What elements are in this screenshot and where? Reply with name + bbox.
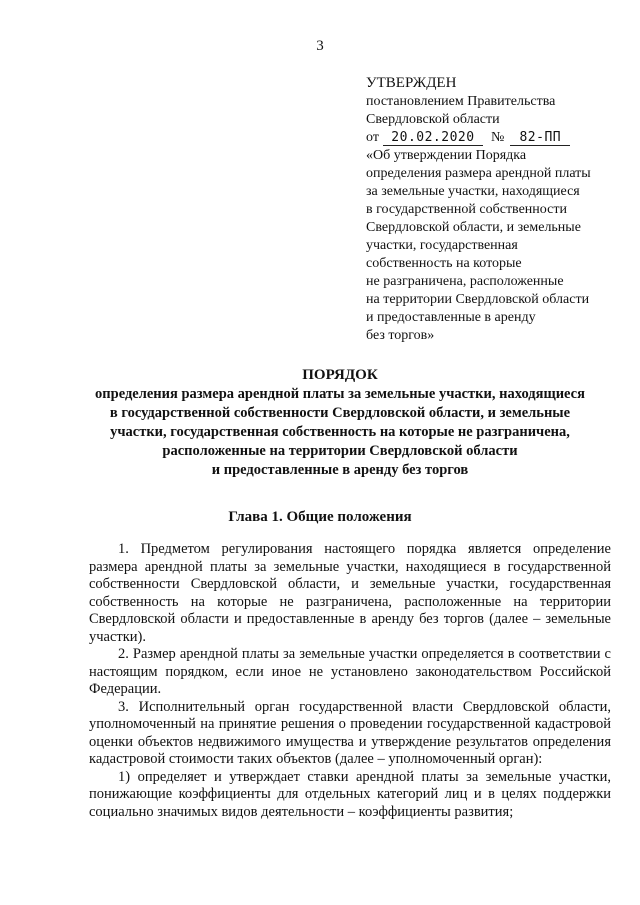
paragraph: 2. Размер арендной платы за земельные участки определяется в соответствии с настоящим порядком, если иное не установлено законодательством Российской Федерации. — [89, 646, 611, 697]
document-subtitle-line: расположенные на территории Свердловской области — [162, 443, 518, 459]
page-number: 3 — [316, 38, 324, 54]
paragraph: 1. Предметом регулирования настоящего порядка является определение размера арендной платы за земельные участки, находящиеся в государственной собственности Свердловской области, и земельные участки, государственная собственность на которые не разграничена, расположенные на территории Свердловской области и предоставленные в аренду без торгов (далее – земельные участки). — [89, 541, 611, 645]
decree-line: собственность на которые — [366, 256, 522, 271]
body-text — [89, 541, 611, 821]
document-subtitle-line: определения размера арендной платы за земельные участки, находящиеся — [95, 386, 585, 402]
approval-date: 20.02.2020 — [383, 131, 483, 146]
number-prefix: № — [490, 130, 505, 145]
approval-title: УТВЕРЖДЕН — [366, 75, 457, 91]
approval-date-line — [366, 129, 628, 147]
approval-line: Свердловской области — [366, 112, 500, 127]
document-heading — [40, 366, 640, 480]
decree-line: за земельные участки, находящиеся — [366, 184, 580, 199]
decree-line: определения размера арендной платы — [366, 166, 591, 181]
decree-line: и предоставленные в аренду — [366, 310, 536, 325]
decree-line: без торгов» — [366, 328, 435, 343]
decree-line: участки, государственная — [366, 238, 518, 253]
approval-number: 82-ПП — [510, 131, 570, 146]
decree-line: не разграничена, расположенные — [366, 274, 564, 289]
decree-line: на территории Свердловской области — [366, 292, 590, 307]
document-subtitle-line: в государственной собственности Свердловской области, и земельные — [109, 405, 571, 421]
date-prefix: от — [366, 130, 379, 145]
decree-line: «Об утверждении Порядка — [366, 148, 527, 163]
approval-block — [366, 74, 628, 345]
chapter-title: Глава 1. Общие положения — [228, 509, 412, 525]
decree-line: в государственной собственности — [366, 202, 567, 217]
document-title: ПОРЯДОК — [302, 367, 378, 383]
paragraph: 3. Исполнительный орган государственной власти Свердловской области, уполномоченный на принятие решения о проведении государственной кадастровой оценки объектов недвижимого имущества и утверждение результатов определения кадастровой стоимости таких объектов (далее – уполномоченный орган): — [89, 698, 611, 767]
approval-line: постановлением Правительства — [366, 94, 556, 109]
document-subtitle-line: участки, государственная собственность на которые не разграничена, — [110, 424, 570, 440]
paragraph: 1) определяет и утверждает ставки арендной платы за земельные участки, понижающие коэффициенты для отдельных категорий лиц и в целях поддержки социально значимых видов деятельности – коэффициенты развития; — [89, 768, 611, 820]
document-subtitle-line: и предоставленные в аренду без торгов — [211, 462, 469, 478]
decree-line: Свердловской области, и земельные — [366, 220, 581, 235]
